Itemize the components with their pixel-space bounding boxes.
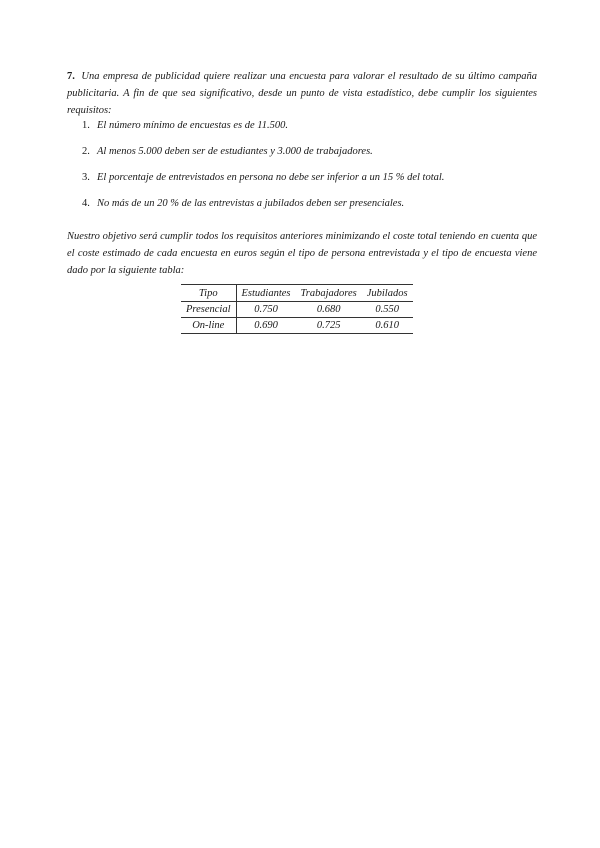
list-item-text: El número mínimo de encuestas es de 11.500. — [97, 120, 289, 131]
objective-paragraph: Nuestro objetivo será cumplir todos los requisitos anteriores minimizando el coste total teniendo en cuenta que el coste estimado de cada encuesta en euros según el tipo de persona entrevistada y el tipo de encuesta viene dado por la siguiente tabla: — [67, 230, 537, 276]
list-item-number: 4. — [82, 198, 90, 209]
table-cell: 0.550 — [375, 304, 399, 315]
table-header-row — [181, 285, 413, 302]
table-cell: 0.680 — [316, 304, 341, 315]
list-item-text: No más de un 20 % de las entrevistas a jubilados deben ser presenciales. — [97, 198, 405, 209]
list-item — [82, 195, 522, 212]
cost-table — [181, 284, 413, 334]
table-cell: 0.610 — [362, 318, 413, 334]
list-item-number: 1. — [82, 120, 90, 131]
row-label: Presencial — [181, 302, 236, 318]
requirements-list — [82, 117, 522, 212]
table-header: Trabajadores — [296, 285, 362, 302]
list-item — [82, 143, 522, 160]
table-cell: 0.690 — [236, 318, 296, 334]
list-item — [82, 169, 522, 186]
table-header: Estudiantes — [236, 285, 296, 302]
list-item-number: 2. — [82, 146, 90, 157]
list-item-text: Al menos 5.000 deben ser de estudiantes y 3.000 de trabajadores. — [97, 146, 373, 157]
table-row — [181, 302, 413, 318]
problem-intro-text: Una empresa de publicidad quiere realizar una encuesta para valorar el resultado de su último campaña publicitaria. A fin de que sea significativo, desde un punto de vista estadístico, debe cumplir los siguientes requisitos: — [67, 70, 538, 116]
table-cell: 0.725 — [296, 318, 362, 334]
table-header: Tipo — [181, 285, 236, 302]
list-item-text: El porcentaje de entrevistados en persona no debe ser inferior a un 15 % del total. — [97, 172, 445, 183]
list-item — [82, 117, 522, 134]
problem-intro — [67, 68, 537, 119]
problem-number: 7. — [67, 70, 75, 82]
table-row — [181, 318, 413, 334]
table-cell: 0.750 — [254, 304, 278, 315]
row-label: On-line — [181, 318, 236, 334]
list-item-number: 3. — [82, 172, 90, 183]
table-header: Jubilados — [362, 285, 413, 302]
